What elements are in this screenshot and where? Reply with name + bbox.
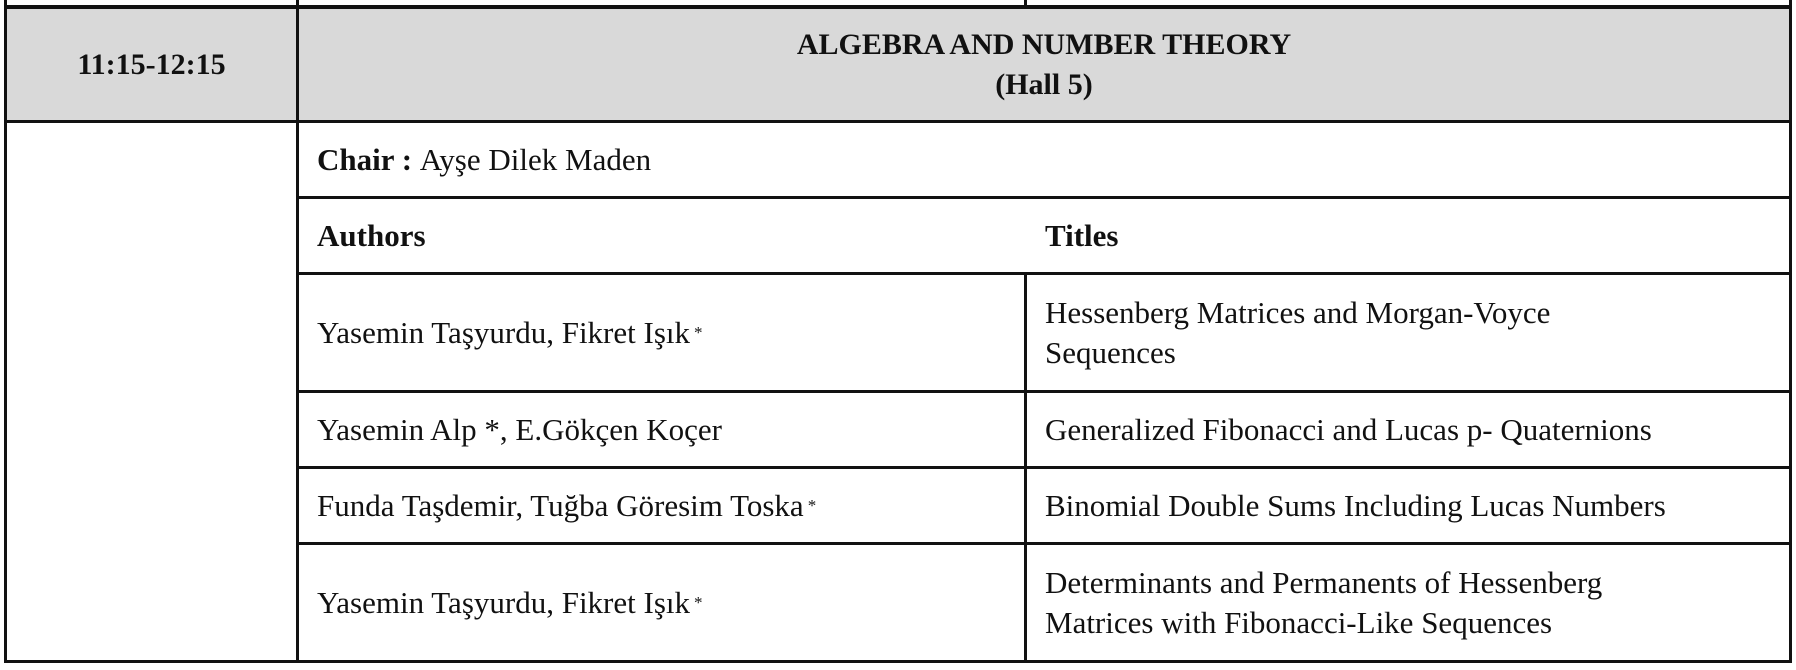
table-row-4-authors: Yasemin Taşyurdu, Fikret Işık * <box>299 545 1024 660</box>
table-row-1-title <box>1027 275 1789 390</box>
authors-header <box>299 199 1024 272</box>
session-time-text: 11:15-12:15 <box>77 47 226 81</box>
title-line-1: Determinants and Permanents of Hessenberg <box>1045 564 1603 600</box>
rule-mid-top <box>1024 0 1027 8</box>
title-line-1: Hessenberg Matrices and Morgan-Voyce <box>1045 294 1551 330</box>
title-line-1: Generalized Fibonacci and Lucas p- Quaternions <box>1045 411 1652 447</box>
chair-name: Ayşe Dilek Maden <box>419 141 652 177</box>
title-text <box>1045 486 1666 526</box>
table-row-2-title <box>1027 393 1789 466</box>
authors-text: Yasemin Taşyurdu, Fikret Işık <box>317 314 690 350</box>
table-row-3-title <box>1027 469 1789 542</box>
session-title: ALGEBRA AND NUMBER THEORY <box>796 27 1292 61</box>
session-title-block <box>797 25 1291 105</box>
title-text <box>1045 293 1550 373</box>
titles-header-text: Titles <box>1045 217 1119 253</box>
session-time <box>7 9 296 120</box>
table-row-2-authors <box>299 393 1024 466</box>
title-line-2: Matrices with Fibonacci-Like Sequences <box>1045 604 1553 640</box>
rule-right <box>1789 0 1792 663</box>
session-hall: (Hall 5) <box>995 67 1093 101</box>
authors-text: Yasemin Alp *, E.Gökçen Koçer <box>317 411 722 447</box>
session-title-cell <box>299 9 1789 120</box>
table-row-4-title <box>1027 545 1789 660</box>
table-row-1-authors: Yasemin Taşyurdu, Fikret Işık * <box>299 275 1024 390</box>
title-line-2: Sequences <box>1045 334 1176 370</box>
authors-header-text: Authors <box>317 217 426 253</box>
titles-header <box>1027 199 1789 272</box>
title-text <box>1045 410 1652 450</box>
table-row-3-authors: Funda Taşdemir, Tuğba Göresim Toska * <box>299 469 1024 542</box>
chair-label: Chair : <box>317 141 413 177</box>
title-line-1: Binomial Double Sums Including Lucas Numbers <box>1045 487 1666 523</box>
authors-text: Funda Taşdemir, Tuğba Göresim Toska <box>317 487 804 523</box>
authors-text: Yasemin Taşyurdu, Fikret Işık <box>317 584 690 620</box>
title-text <box>1045 563 1602 643</box>
chair-cell <box>299 123 1789 196</box>
rule-bottom <box>4 660 1792 663</box>
